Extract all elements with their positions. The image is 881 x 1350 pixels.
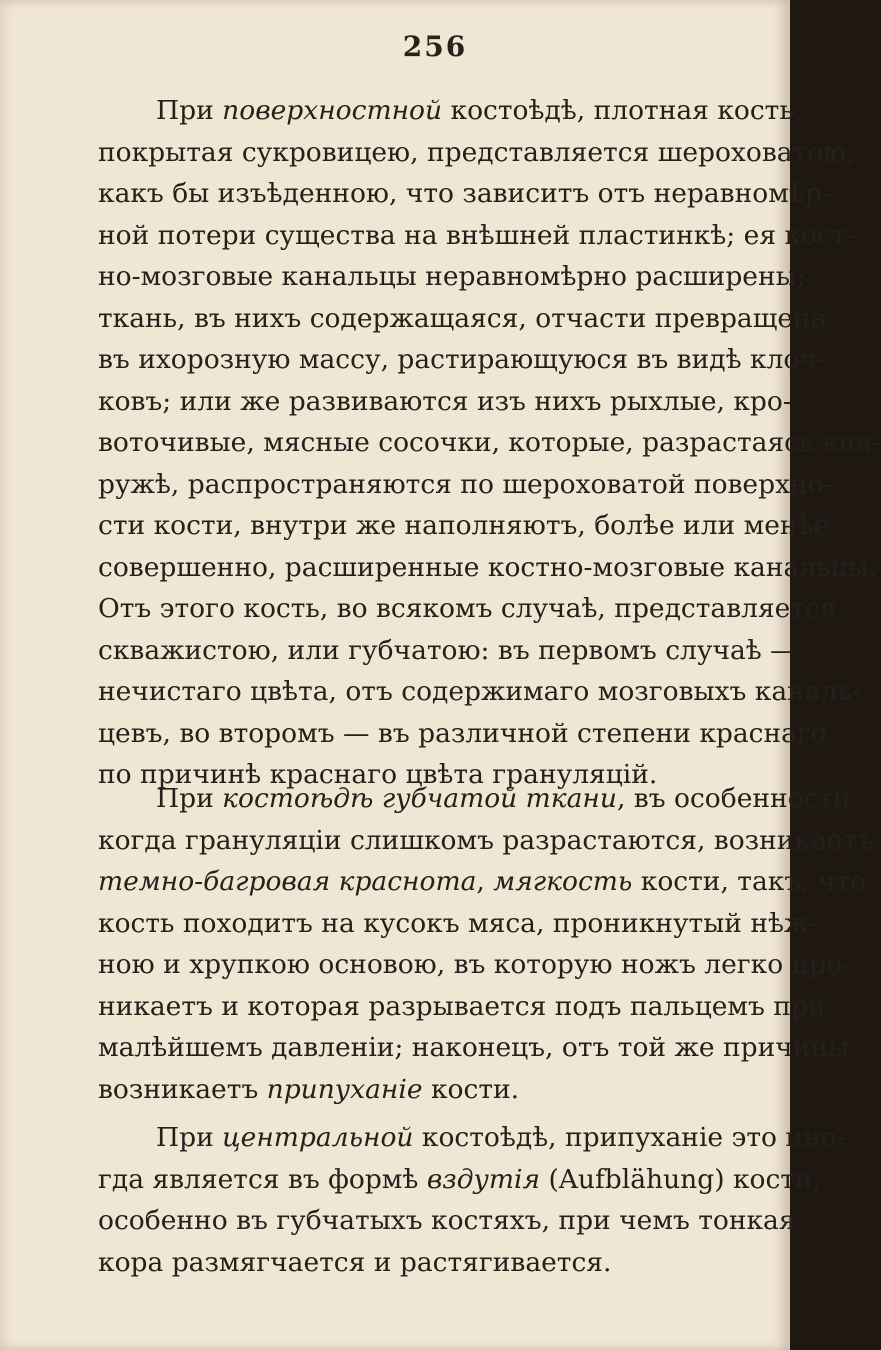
paragraph-1 bbox=[98, 90, 881, 796]
text-segment: но-мозговые канальцы неравномѣрно расширены; bbox=[98, 261, 806, 292]
text-line bbox=[98, 1069, 784, 1111]
text-segment: ною и хрупкою основою, въ которую ножъ легко про- bbox=[98, 949, 852, 980]
text-segment: малѣйшемъ давленіи; наконецъ, отъ той же причины bbox=[98, 1032, 850, 1063]
text-segment: по причинѣ краснаго цвѣта грануляцій. bbox=[98, 759, 658, 790]
text-line bbox=[98, 861, 867, 903]
paragraph-3 bbox=[98, 1117, 846, 1283]
emphasized-term: вздутія bbox=[426, 1163, 541, 1195]
text-line bbox=[98, 588, 837, 630]
text-segment: когда грануляціи слишкомъ разрастаются, возникаетъ bbox=[98, 824, 875, 856]
text-line bbox=[98, 671, 861, 713]
text-segment: При bbox=[156, 1122, 223, 1153]
text-segment: какъ бы изъѣденною, что зависитъ отъ неравномѣр- bbox=[98, 178, 831, 209]
text-segment: кора размягчается и растягивается. bbox=[98, 1246, 612, 1278]
text-line bbox=[98, 778, 851, 820]
text-line bbox=[98, 464, 833, 506]
page-number: 256 bbox=[402, 30, 468, 63]
text-line bbox=[98, 1242, 784, 1284]
text-segment: въ ихорозную массу, растирающуюся въ видѣ клоч- bbox=[98, 344, 826, 375]
text-segment: нечистаго цвѣта, отъ содержимаго мозговыхъ каналь- bbox=[98, 676, 861, 707]
text-line bbox=[98, 1159, 822, 1201]
text-line bbox=[98, 256, 806, 298]
text-line bbox=[98, 90, 803, 132]
emphasized-term: поверхностной bbox=[222, 95, 443, 126]
text-segment: никаетъ и которая разрывается подъ пальцемъ при bbox=[98, 990, 826, 1022]
emphasized-term: припуханіе bbox=[266, 1073, 423, 1105]
text-segment: скважистою, или губчатою: въ первомъ случаѣ — bbox=[98, 634, 797, 666]
text-segment: ной потери существа на внѣшней пластинкѣ; ея кост- bbox=[98, 219, 856, 251]
text-segment: ткань, въ нихъ содержащаяся, отчасти превращена bbox=[98, 302, 827, 334]
text-line bbox=[98, 903, 818, 945]
text-segment: покрытая сукровицею, представляется шероховатою, bbox=[98, 136, 855, 168]
text-line bbox=[98, 298, 827, 340]
emphasized-term: мягкость bbox=[493, 866, 633, 897]
text-line bbox=[98, 339, 826, 381]
text-segment: кости. bbox=[422, 1073, 520, 1105]
text-segment: гда является въ формѣ bbox=[98, 1163, 427, 1195]
text-segment: При bbox=[156, 783, 223, 814]
text-segment: костоѣдѣ, плотная кость, bbox=[442, 95, 803, 126]
text-line bbox=[98, 422, 881, 464]
text-segment: сти кости, внутри же наполняютъ, болѣе или менѣе bbox=[98, 510, 830, 541]
text-line bbox=[98, 820, 875, 862]
text-line bbox=[98, 1117, 846, 1159]
emphasized-term: центральной bbox=[222, 1122, 414, 1153]
text-line bbox=[98, 547, 878, 589]
text-line bbox=[98, 505, 830, 547]
emphasized-term: темно-багровая краснота bbox=[98, 866, 477, 897]
text-segment: , въ особенности bbox=[616, 783, 851, 814]
text-segment: , bbox=[476, 866, 494, 897]
text-line bbox=[98, 173, 831, 215]
text-segment: (Aufblähung) кости, bbox=[540, 1163, 822, 1195]
text-line bbox=[98, 132, 855, 174]
text-segment: возникаетъ bbox=[98, 1073, 267, 1105]
text-line bbox=[98, 215, 856, 257]
text-segment: кость походитъ на кусокъ мяса, проникнутый нѣж- bbox=[98, 907, 818, 939]
text-line bbox=[98, 944, 852, 986]
emphasized-term: костоѣдѣ губчатой ткани bbox=[222, 783, 617, 814]
text-segment: При bbox=[156, 95, 223, 126]
text-segment: кости, такъ, что bbox=[632, 866, 867, 897]
text-segment: воточивые, мясные сосочки, которые, разрастаясь кна- bbox=[98, 427, 881, 458]
text-line bbox=[98, 713, 827, 755]
text-segment: ковъ; или же развиваются изъ нихъ рыхлые, кро- bbox=[98, 385, 792, 417]
text-segment: ружѣ, распространяются по шероховатой поверхно- bbox=[98, 468, 833, 500]
text-segment: цевъ, во второмъ — въ различной степени краснаго bbox=[98, 717, 827, 749]
text-line bbox=[98, 630, 797, 672]
text-line bbox=[98, 1200, 796, 1242]
text-line bbox=[98, 986, 826, 1028]
text-segment: костоѣдѣ, припуханіе это ино- bbox=[413, 1122, 846, 1153]
text-line bbox=[98, 381, 792, 423]
paragraph-2 bbox=[98, 778, 875, 1110]
text-segment: особенно въ губчатыхъ костяхъ, при чемъ тонкая bbox=[98, 1205, 796, 1236]
text-line bbox=[98, 1027, 850, 1069]
text-segment: Отъ этого кость, во всякомъ случаѣ, представляется bbox=[98, 593, 837, 624]
text-segment: совершенно, расширенные костно-мозговые канальцы. bbox=[98, 551, 878, 583]
